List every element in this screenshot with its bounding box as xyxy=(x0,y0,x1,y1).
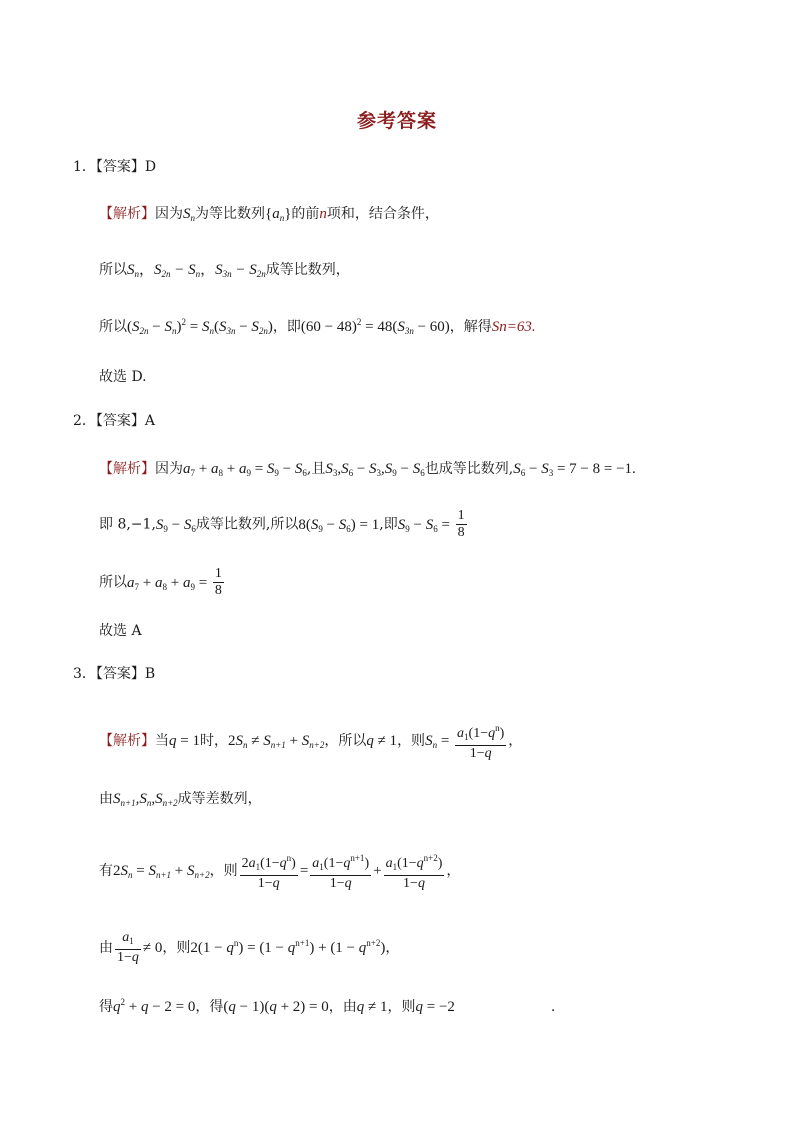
q3-analysis-line-2: 由$S_{n+1},S_n,S_{n+2}$成等差数列， xyxy=(99,791,262,808)
q1-analysis-line-2: 所以$S_n$，$S_{2n} - S_n$，$S_{3n} - S_{2n}$成等比数列， xyxy=(99,262,350,279)
q3-analysis-line-4: 由 $\frac{a_1}{1-q}$ ≠ 0，则$2(1 - q^n) = (1 - q^{n+1}) + (1 - q^{n+2})$， xyxy=(99,930,400,965)
q3-answer-line: 3．【答案】B xyxy=(73,666,156,682)
page-title: 参考答案 xyxy=(356,110,437,132)
q3-analysis-line-3: 有$2S_n = S_{n+1} + S_{n+2}$，则 $\frac{2a_1(1-q^n)}{1-q}$ = $\frac{a_1(1-q^{n+1})}{1-q}$ + $\frac{a_1(1-q^{n+2})}{1-q}$ ， xyxy=(99,850,460,892)
math-sequence-an: $\{a_n\}$ xyxy=(265,206,292,223)
q3-analysis-line-1: 【解析】当q = 1时，$2S_n \ne S_{n+1} + S_{n+2}$，所以q ≠ 1，则$S_n$ = $\frac{a_1(1-q^n)}{1-q}$ ， xyxy=(99,720,522,762)
q3-analysis-line-5: 得$q^2 + q - 2 = 0$，得(q − 1)(q + 2) = 0，由q ≠ 1，则q = −2 . xyxy=(99,997,556,1015)
analysis-tag: 【解析】 xyxy=(99,461,155,477)
math-sn: $S_n$ xyxy=(183,206,195,223)
q1-answer-line: 1．【答案】D xyxy=(73,159,157,175)
fraction-one-eighth: $\frac{1}{8}$ xyxy=(214,566,222,598)
math-equation-1: $(S_{2n} - S_n)^2 = S_n(S_{3n} - S_{2n})$ xyxy=(127,317,273,336)
fraction-one-eighth: $\frac{1}{8}$ xyxy=(457,508,465,540)
fraction-lhs: $\frac{2a_1(1-q^n)}{1-q}$ xyxy=(240,850,298,892)
fraction-rhs-2: $\frac{a_1(1-q^{n+2})}{1-q}$ xyxy=(384,850,445,892)
q2-choice: 故选 A xyxy=(99,623,142,639)
q1-result: Sn=63. xyxy=(491,319,536,335)
q1-analysis-line-1: 【解析】因为$S_n$为等比数列$\{a_n\}$的前n项和，结合条件， xyxy=(99,206,439,223)
q2-analysis-line-1: 【解析】因为$a_7 + a_8 + a_9 = S_9 - S_6$,且$S_3,S_6 - S_3,S_9 - S_6$也成等比数列$,S_6 - S_3 = 7 - 8 = -1$. xyxy=(99,461,636,478)
math-terms: $S_3,S_6 - S_3,S_9 - S_6$ xyxy=(325,461,425,478)
q2-analysis-line-2: 即 $8,-1,S_9 - S_6$成等比数列,所以$8(S_9 - S_6) = 1$,即$S_9 - S_6$ = $\frac{1}{8}$ xyxy=(99,508,465,540)
analysis-tag: 【解析】 xyxy=(99,206,155,222)
q1-analysis-line-3: 所以$(S_{2n} - S_n)^2 = S_n(S_{3n} - S_{2n})$，即$(60 - 48)^2 = 48(S_{3n} - 60)$，解得Sn=63. xyxy=(99,317,536,336)
q1-choice: 故选 D. xyxy=(99,369,147,385)
fraction-a1-over: $\frac{a_1}{1-q}$ xyxy=(117,930,139,965)
math-terms: $S_n$ xyxy=(127,262,139,279)
fraction-rhs-1: $\frac{a_1(1-q^{n+1})}{1-q}$ xyxy=(310,850,371,892)
q2-analysis-line-3: 所以$a_7 + a_8 + a_9$ = $\frac{1}{8}$ xyxy=(99,566,222,598)
q2-answer-line: 2．【答案】A xyxy=(73,413,156,429)
math-equation-2: $(60 - 48)^2 = 48(S_{3n} - 60)$ xyxy=(300,317,450,336)
fraction-sn-formula: $\frac{a_1(1-q^n)}{1-q}$ xyxy=(455,720,506,762)
analysis-tag: 【解析】 xyxy=(99,733,155,749)
math-sum-a: $a_7 + a_8 + a_9 = S_9 - S_6$ xyxy=(183,461,307,478)
